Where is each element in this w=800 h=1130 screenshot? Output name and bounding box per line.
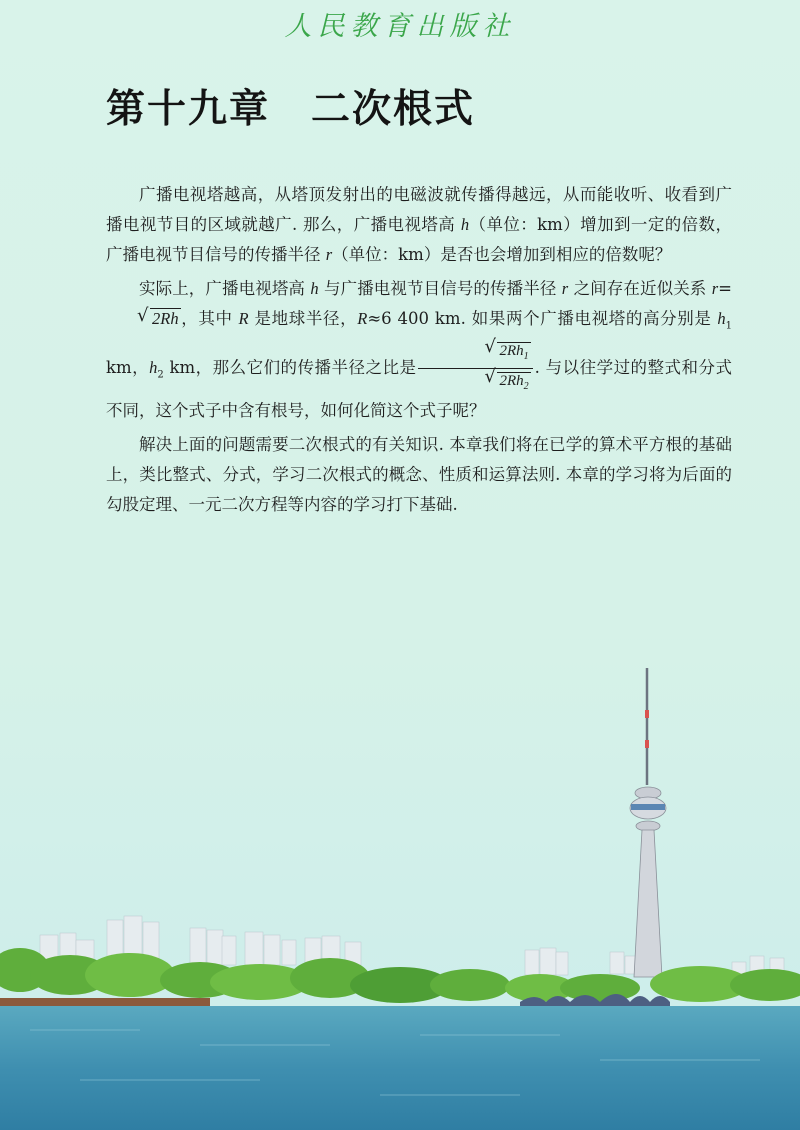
text-segment: 实际上，广播电视塔高 bbox=[139, 279, 311, 298]
subscript: 1 bbox=[725, 320, 733, 332]
text-segment: ，其中 bbox=[180, 309, 239, 328]
sqrt-formula bbox=[106, 304, 181, 334]
text-segment: ≈6 400 km. 如果两个广播电视塔的高分别是 bbox=[367, 309, 718, 328]
chapter-intro-text bbox=[106, 180, 732, 520]
text-segment: km， bbox=[106, 358, 150, 378]
text-segment: 是地球半径， bbox=[248, 309, 358, 328]
text-segment: 之间存在近似关系 bbox=[568, 279, 712, 298]
fraction-numerator: √ $2Rh_1$ bbox=[418, 341, 532, 369]
equals-sign: = bbox=[718, 279, 732, 298]
var-r: r bbox=[325, 245, 333, 264]
publisher-logo: 人民教育出版社 bbox=[284, 11, 516, 42]
text-segment: （单位：km）是否也会增加到相应的倍数呢？ bbox=[332, 245, 672, 264]
var-R: R bbox=[238, 309, 249, 328]
ratio-fraction bbox=[418, 341, 532, 396]
paragraph-3 bbox=[106, 430, 732, 520]
var-h: h bbox=[460, 215, 470, 234]
var-r: r bbox=[561, 279, 569, 298]
text-segment: km，那么它们的传播半径之比是 bbox=[163, 358, 417, 378]
var-r: r bbox=[711, 279, 719, 298]
city-skyline-illustration bbox=[0, 640, 800, 1130]
fraction-denominator: √ $2Rh_2$ bbox=[418, 369, 532, 396]
var-R: R bbox=[357, 309, 368, 328]
lake bbox=[0, 1006, 800, 1130]
radicand: 2Rh bbox=[152, 309, 179, 328]
text-segment: 解决上面的问题需要二次根式的有关知识. 本章我们将在已学的算术平方根的基础上，类比整式、分式，学习二次根式的概念、性质和运算法则. 本章的学习将为后面的勾股定理、一元二次方程等内容的学习打下基础. bbox=[106, 435, 732, 515]
var-h: h bbox=[310, 279, 319, 298]
var-h2: h bbox=[149, 358, 158, 378]
text-segment: 广播电视塔越高，从塔顶发射出的电磁波就传播得越远，从而能收听、收看到广播电视节目的区域就越广. 那么，广播电视塔高 bbox=[106, 185, 732, 234]
text-segment: 与广播电视节目信号的传播半径 bbox=[318, 279, 562, 298]
text-segment: （单位：km）增加到一定的倍数，广播电视节目信号的传播半径 bbox=[106, 215, 732, 264]
chapter-title: 第十九章 二次根式 bbox=[106, 87, 476, 132]
text-segment: . 与以往学过的整式和分式不同，这个式子中含有根号，如何化简这个式子呢？ bbox=[106, 358, 732, 421]
paragraph-1 bbox=[106, 180, 732, 270]
paragraph-2 bbox=[106, 274, 732, 426]
var-h1: h bbox=[717, 309, 726, 328]
subscript: 2 bbox=[157, 369, 164, 381]
